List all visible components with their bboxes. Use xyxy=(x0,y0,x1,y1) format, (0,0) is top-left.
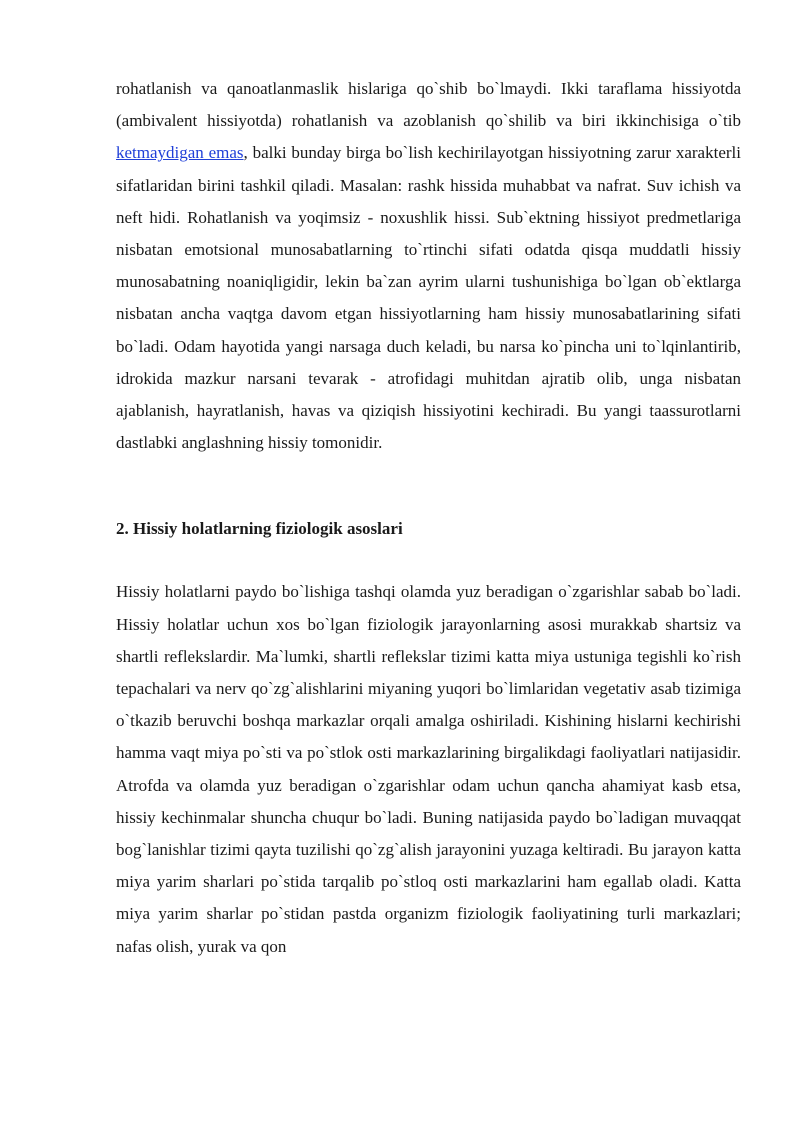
spacer xyxy=(116,459,741,513)
body-paragraph-1 xyxy=(116,73,741,459)
spacer xyxy=(116,545,741,576)
document-page xyxy=(116,73,741,963)
paragraph-1-text-end: , balki bunday birga bo`lish kechirilayotgan hissiyotning zarur xarakterli sifatlaridan birini tashkil qiladi. Masalan: rashk hissida muhabbat va nafrat. Suv ichish va neft hidi. Rohatlanish va yoqimsiz - noxushlik hissi. Sub`ektning hissiyot predmetlariga nisbatan emotsional munosabatlarning to`rtinchi sifati odatda qisqa muddatli hissiy munosabatning noaniqligidir, lekin ba`zan ayrim ularni tushunishiga bo`lgan ob`ektlarga nisbatan ancha vaqtga davom etgan hissiyotlarning ham hissiy munosabatlarining sifati bo`ladi. Odam hayotida yangi narsaga duch keladi, bu narsa ko`pincha uni to`lqinlantirib, idrokida mazkur narsani tevarak - atrofidagi muhitdan ajratib olib, unga nisbatan ajablanish, hayratlanish, havas va qiziqish hissiyotini kechiradi. Bu yangi taassurotlarni dastlabki anglashning hissiy tomonidir. xyxy=(116,143,741,453)
ketmaydigan-emas-link[interactable]: ketmaydigan emas xyxy=(116,143,244,163)
section-heading: 2. Hissiy holatlarning fiziologik asoslari xyxy=(116,519,403,539)
paragraph-1-text-start: rohatlanish va qanoatlanmaslik hislariga qo`shib bo`lmaydi. Ikki taraflama hissiyotda (ambivalent hissiyotda) rohatlanish va azoblanish qo`shilib va biri ikkinchisiga o`tib xyxy=(116,79,741,131)
body-paragraph-2: Hissiy holatlarni paydo bo`lishiga tashqi olamda yuz beradigan o`zgarishlar sabab bo`ladi. Hissiy holatlar uchun xos bo`lgan fiziologik jarayonlarning asosi murakkab shartsiz va shartli reflekslardir. Ma`lumki, shartli reflekslar tizimi katta miya ustuniga tegishli ko`rish tepachalari va nerv qo`zg`alishlarini miyaning yuqori bo`limlaridan vegetativ asab tizimiga o`tkazib beruvchi boshqa markazlar orqali amalga oshiriladi. Kishining hislarni kechirishi hamma vaqt miya po`sti va po`stlok osti markazlarining birgalikdagi faoliyatlari natijasidir. Atrofda va olamda yuz beradigan o`zgarishlar odam uchun qancha ahamiyat kasb etsa, hissiy kechinmalar shuncha chuqur bo`ladi. Buning natijasida paydo bo`ladigan muvaqqat bog`lanishlar tizimi qayta tuzilishi qo`zg`alish jarayonini yuzaga keltiradi. Bu jarayon katta miya yarim sharlari po`stida tarqalib po`stloq osti markazlarini ham egallab oladi. Katta miya yarim sharlar po`stidan pastda organizm fiziologik faoliyatining turli markazlari; nafas olish, yurak va qon xyxy=(116,582,741,956)
